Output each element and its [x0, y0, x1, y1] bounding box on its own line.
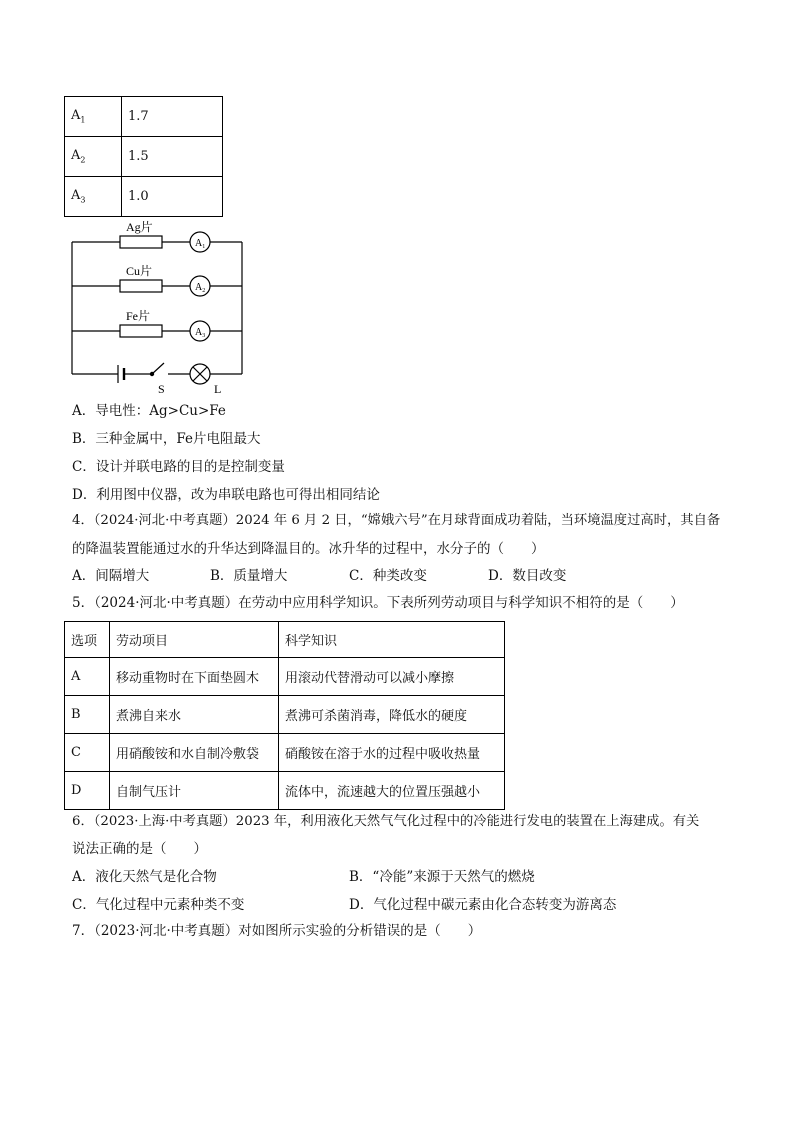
table-row	[65, 97, 223, 137]
table-row	[65, 137, 223, 177]
table-cell: 硝酸铵在溶于水的过程中吸收热量	[279, 734, 505, 772]
branch-label: Cu片	[126, 264, 153, 278]
table-cell: $A_3$	[65, 177, 122, 217]
table-cell: 移动重物时在下面垫圆木	[110, 658, 279, 696]
q4-stem: 4．（2024·河北·中考真题）2024 年 6 月 2 日，“嫦娥六号”在月球背面成功着陆，当环境温度过高时，其自备	[72, 513, 721, 528]
table-header: 科学知识	[279, 622, 505, 658]
table-cell: 煮沸可杀菌消毒，降低水的硬度	[279, 696, 505, 734]
table-row	[65, 177, 223, 217]
q6-option-c: C．气化过程中元素种类不变	[72, 897, 245, 913]
meter-label: $A_3$	[195, 327, 206, 339]
table-cell: 自制气压计	[110, 772, 279, 810]
table-cell: 1.0	[122, 177, 223, 217]
table-header: 劳动项目	[110, 622, 279, 658]
q3-option-d: D．利用图中仪器，改为串联电路也可得出相同结论	[72, 487, 380, 503]
circuit-diagram	[60, 216, 260, 398]
branch-label: Ag片	[126, 220, 153, 234]
q6-option-d: D．气化过程中碳元素由化合态转变为游离态	[349, 897, 617, 913]
table-row	[65, 696, 505, 734]
resistor-fe	[120, 325, 162, 337]
table-cell: 1.7	[122, 97, 223, 137]
table-cell: C	[65, 734, 110, 772]
table-header: 选项	[65, 622, 110, 658]
table-cell: 煮沸自来水	[110, 696, 279, 734]
switch-label: S	[158, 382, 165, 396]
q4-option-a: A．间隔增大	[72, 568, 150, 584]
q5-table	[64, 621, 505, 810]
table-cell: $A_1$	[65, 97, 122, 137]
table-row	[65, 734, 505, 772]
q4-stem-cont: 的降温装置能通过水的升华达到降温目的。冰升华的过程中，水分子的（ ）	[72, 541, 545, 557]
q4-option-b: B．质量增大	[210, 568, 288, 584]
table-cell: 1.5	[122, 137, 223, 177]
table-cell: 用滚动代替滑动可以减小摩擦	[279, 658, 505, 696]
q6-option-b: B．“冷能”来源于天然气的燃烧	[349, 869, 535, 885]
q3-option-b: B．三种金属中，Fe片电阻最大	[72, 431, 261, 447]
table-cell: B	[65, 696, 110, 734]
q3-option-a: A．导电性：Ag>Cu>Fe	[72, 403, 226, 419]
q4-option-c: C．种类改变	[349, 568, 427, 584]
q4-option-d: D．数目改变	[488, 568, 567, 584]
table-cell: 流体中，流速越大的位置压强越小	[279, 772, 505, 810]
table-row	[65, 772, 505, 810]
table-row	[65, 658, 505, 696]
q7-stem: 7．（2023·河北·中考真题）对如图所示实验的分析错误的是（ ）	[72, 923, 482, 939]
ammeter-table	[64, 96, 223, 217]
table-cell: 用硝酸铵和水自制冷敷袋	[110, 734, 279, 772]
table-cell: A	[65, 658, 110, 696]
meter-label: $A_1$	[195, 238, 206, 250]
q6-stem-cont: 说法正确的是（ ）	[72, 841, 207, 857]
meter-label: $A_2$	[195, 282, 206, 294]
branch-label: Fe片	[126, 309, 151, 323]
table-header-row	[65, 622, 505, 658]
table-cell: D	[65, 772, 110, 810]
resistor-cu	[120, 280, 162, 292]
q6-stem: 6．（2023·上海·中考真题）2023 年，利用液化天然气气化过程中的冷能进行发电的装置在上海建成。有关	[72, 814, 700, 829]
table-cell: $A_2$	[65, 137, 122, 177]
lamp-label: L	[214, 382, 222, 396]
q5-stem: 5．（2024·河北·中考真题）在劳动中应用科学知识。下表所列劳动项目与科学知识不相符的是（ ）	[72, 595, 684, 611]
resistor-ag	[120, 236, 162, 248]
switch-icon	[152, 363, 164, 374]
q3-option-c: C．设计并联电路的目的是控制变量	[72, 459, 285, 475]
q6-option-a: A．液化天然气是化合物	[72, 869, 217, 885]
